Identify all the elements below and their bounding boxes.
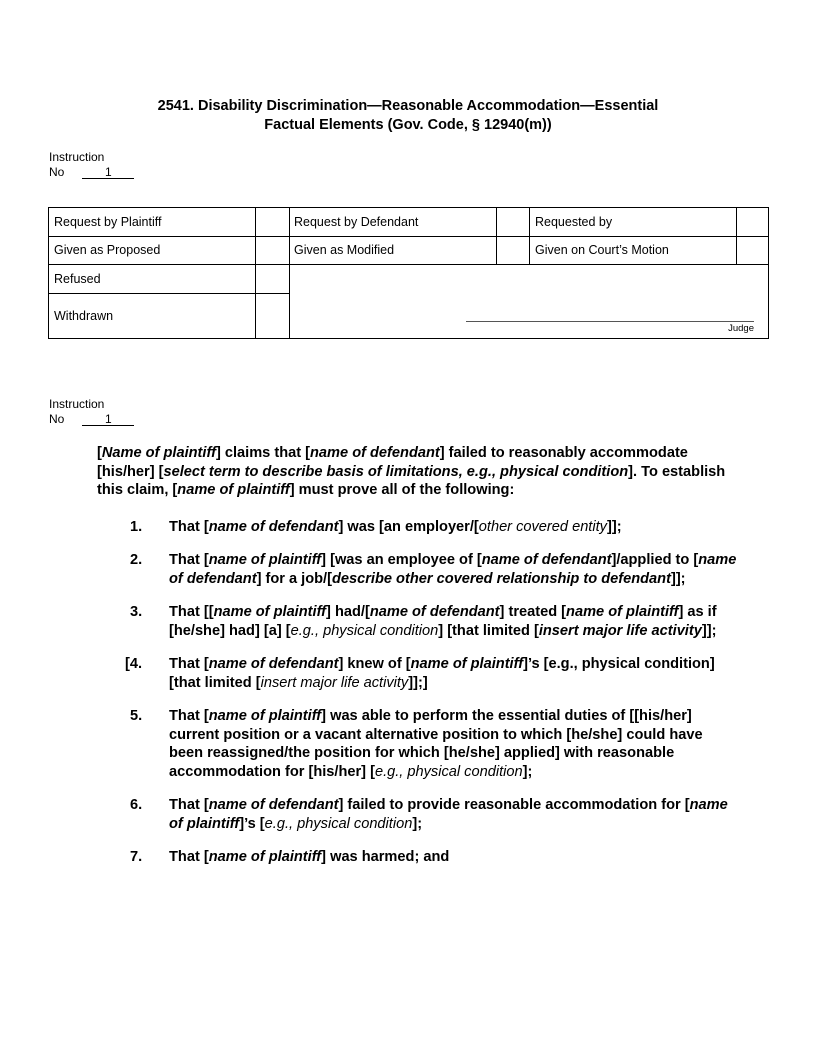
list-item: 3. That [[name of plaintiff] had/[name of defendant] treated [name of plaintiff] as if [he/she] had] [a] [e.g., physical condition] [that limited [insert major life activity]]; — [130, 604, 717, 639]
requested-by-checkbox[interactable] — [737, 208, 768, 236]
list-marker: [4. — [125, 656, 143, 672]
list-marker: 2. — [130, 552, 143, 568]
title-line-1: 2541. Disability Discrimination—Reasonable Accommodation—Essential — [157, 98, 659, 114]
given-as-proposed-checkbox[interactable] — [256, 237, 289, 264]
elements-list — [97, 518, 737, 867]
given-as-modified-label: Given as Modified — [294, 243, 395, 257]
request-by-defendant-label: Request by Defendant — [294, 215, 419, 229]
list-item: 5. That [name of plaintiff] was able to perform the essential duties of [[his/her] current position or a vacant alternative position to which [he/she] could have been reassigned/the position for which [he/she] applied] with reasonable accommodation for [his/her] [e.g., physical condition]; — [130, 708, 703, 780]
instruction-number-value: 1 — [82, 166, 134, 179]
instruction-status-table — [48, 207, 769, 339]
withdrawn-label: Withdrawn — [54, 309, 114, 323]
list-item: 1. That [name of defendant] was [an employer/[other covered entity]]; — [130, 518, 622, 535]
given-on-courts-motion-label: Given on Court’s Motion — [535, 243, 669, 257]
list-marker: 1. — [130, 518, 143, 535]
instruction-number-bottom — [49, 397, 134, 426]
request-by-plaintiff-label: Request by Plaintiff — [54, 215, 162, 229]
given-as-proposed-label: Given as Proposed — [54, 243, 161, 257]
title-line-2: Factual Elements (Gov. Code, § 12940(m)) — [264, 117, 552, 133]
instruction-body — [97, 444, 737, 867]
instruction-number-value: 1 — [82, 413, 134, 426]
judge-label: Judge — [728, 323, 754, 334]
no-label: No — [49, 411, 65, 426]
list-item: 2. That [name of plaintiff] [was an employee of [name of defendant]/applied to [name of defendant] for a job/[describe other covered relationship to defendant]]; — [130, 552, 737, 587]
refused-checkbox[interactable] — [256, 265, 289, 293]
list-marker: 7. — [130, 849, 143, 865]
request-by-defendant-checkbox[interactable] — [497, 208, 529, 236]
judge-signature-line[interactable] — [466, 321, 754, 322]
list-item: 7. That [name of plaintiff] was harmed; and — [130, 849, 450, 865]
refused-label: Refused — [54, 272, 101, 286]
no-label: No — [49, 164, 65, 179]
given-on-courts-motion-checkbox[interactable] — [737, 237, 768, 264]
instruction-number-top — [49, 150, 134, 179]
list-marker: 6. — [130, 797, 143, 813]
requested-by-label: Requested by — [535, 215, 613, 229]
instruction-label: Instruction — [49, 397, 105, 411]
withdrawn-checkbox[interactable] — [256, 294, 289, 338]
given-as-modified-checkbox[interactable] — [497, 237, 529, 264]
list-marker: 3. — [130, 604, 143, 620]
request-by-plaintiff-checkbox[interactable] — [256, 208, 289, 236]
list-item: 6. That [name of defendant] failed to provide reasonable accommodation for [name of plaintiff]’s [e.g., physical condition]; — [130, 797, 728, 832]
instruction-label: Instruction — [49, 150, 105, 164]
document-title — [0, 97, 816, 135]
list-marker: 5. — [130, 708, 143, 724]
list-item: [4. That [name of defendant] knew of [name of plaintiff]’s [e.g., physical condition] [that limited [insert major life activity]];] — [125, 656, 715, 691]
intro-paragraph: [Name of plaintiff] claims that [name of defendant] failed to reasonably accommodate [his/her] [select term to describe basis of limitations, e.g., physical condition]. To establish this claim, [name of plaintiff] must prove all of the following: — [97, 445, 726, 498]
